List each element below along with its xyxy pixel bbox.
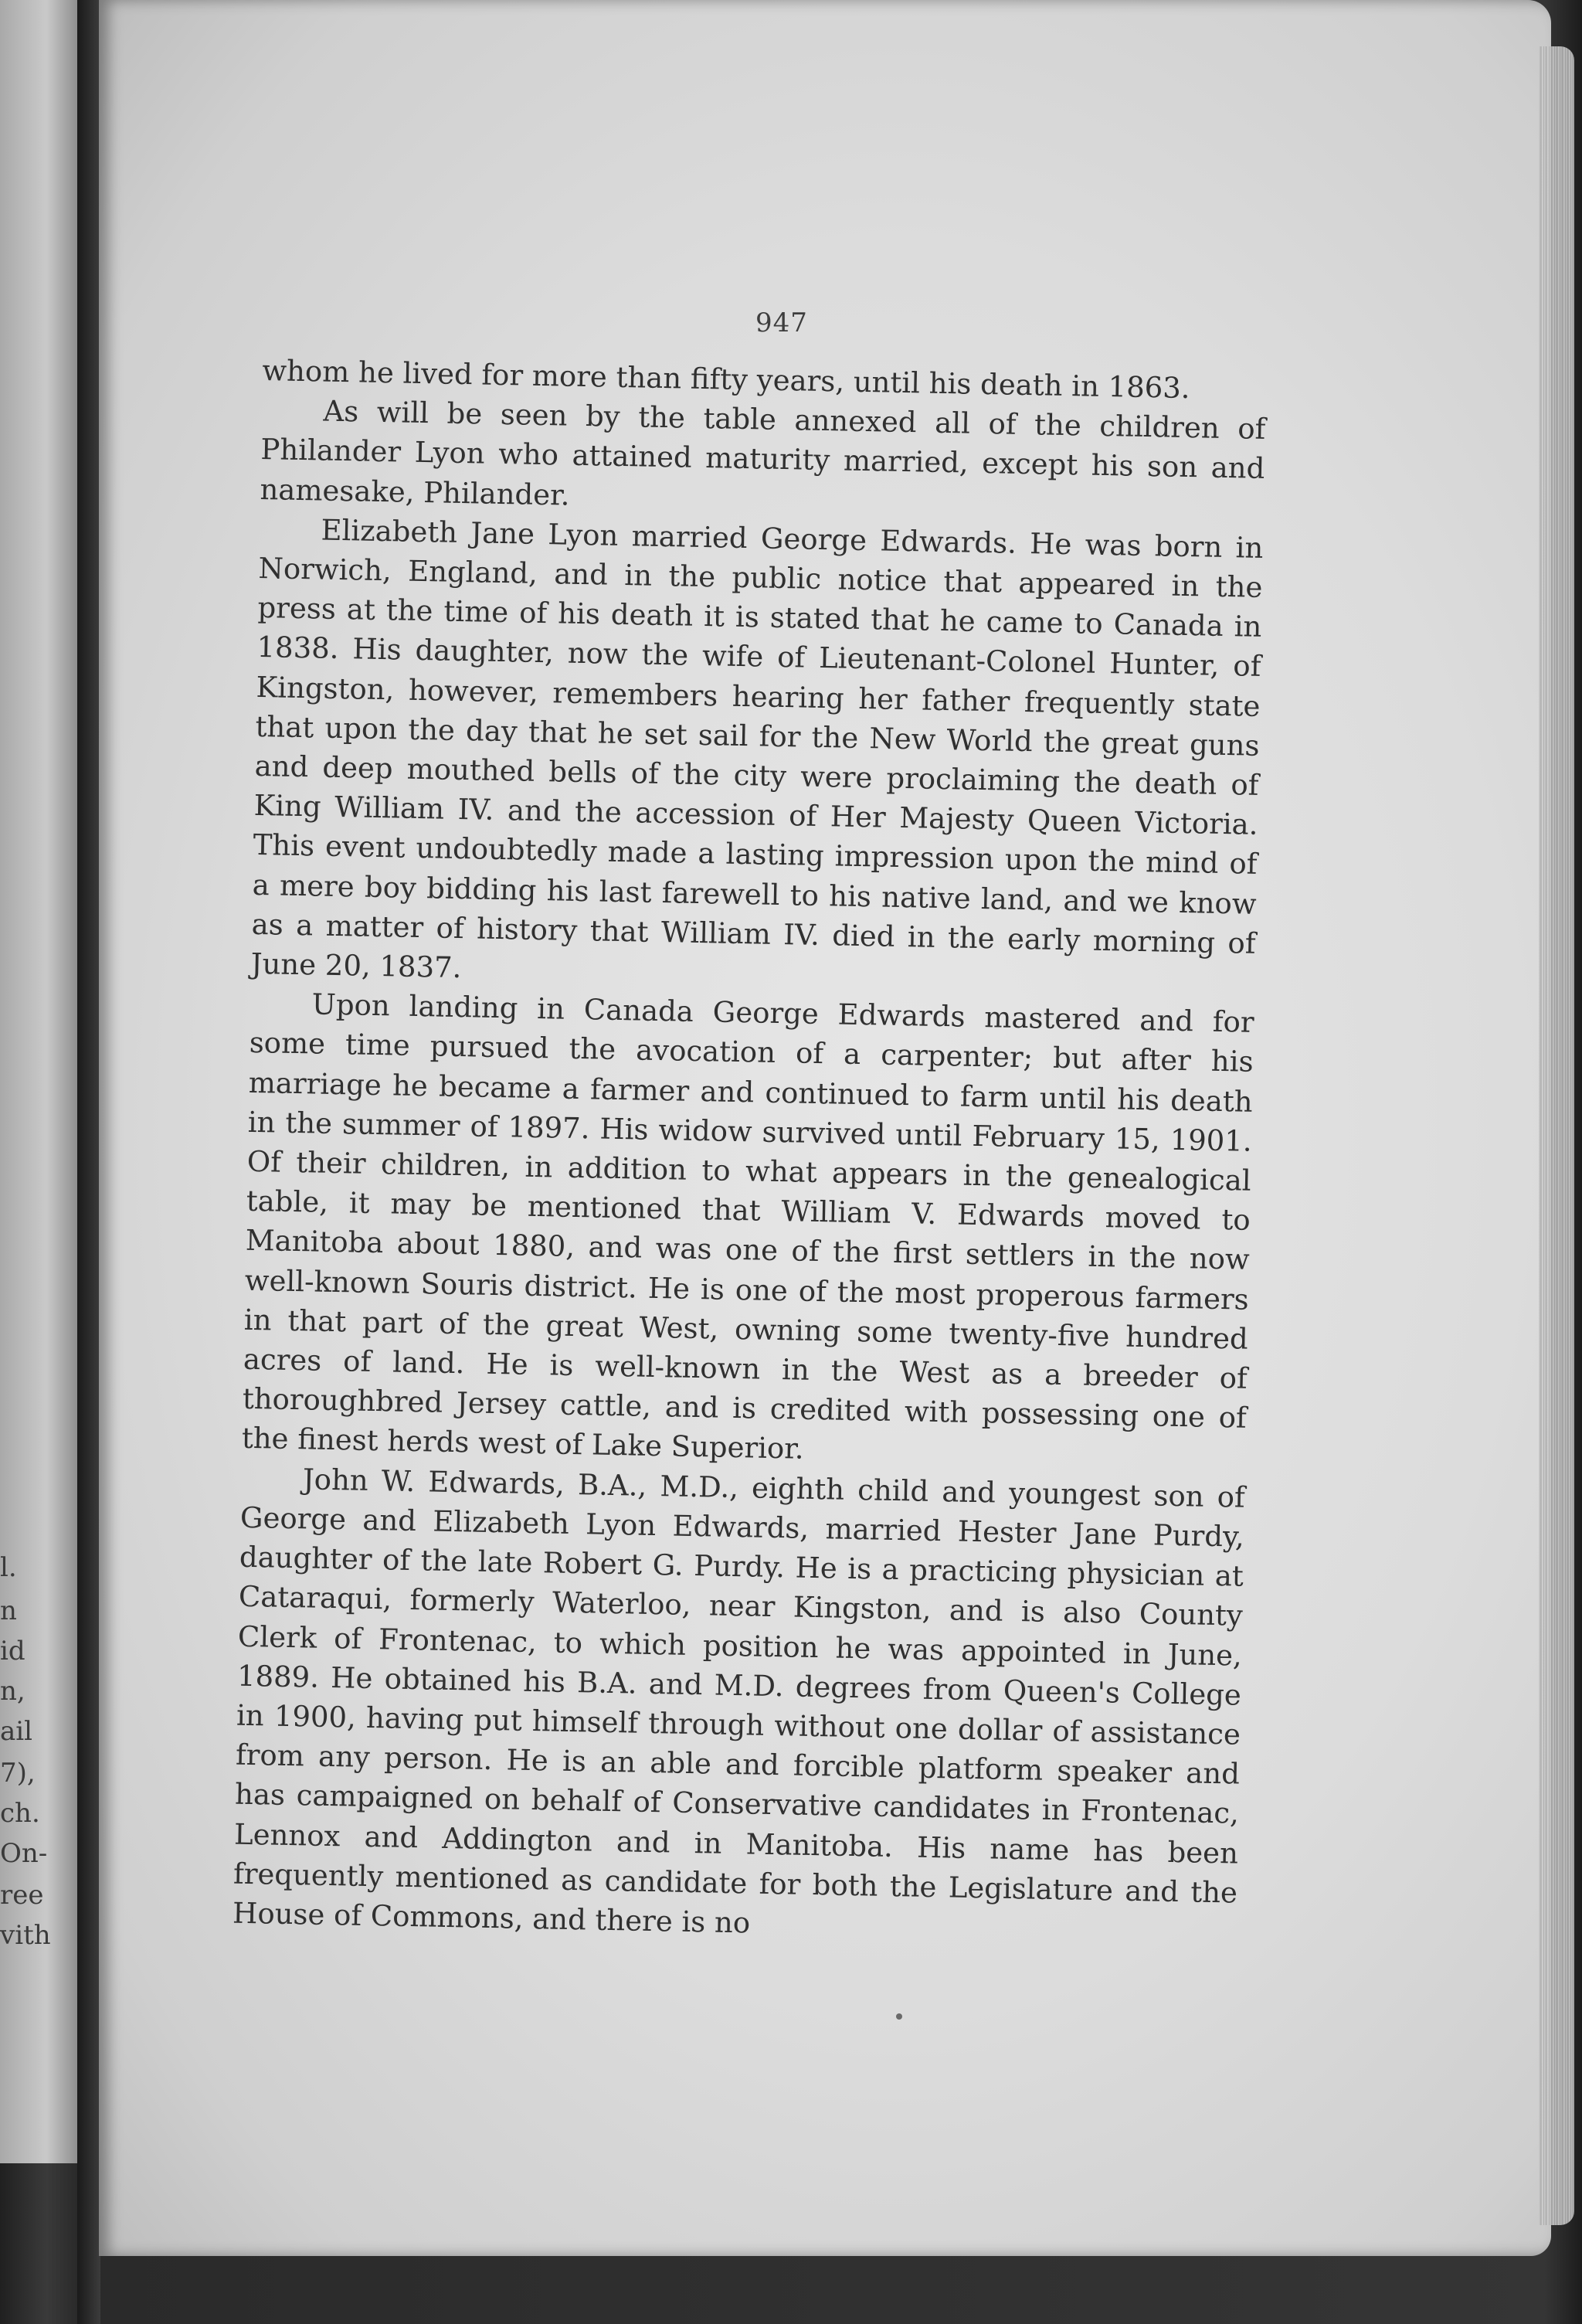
left-fragment: n bbox=[0, 1595, 17, 1626]
paragraph: Elizabeth Jane Lyon married George Edwards. He was born in Norwich, England, and in the public notice that appeared in the press at the time of his death it is stated that he came to Canada in 1838. His daughter, now the wife of Lieutenant-Colonel Hunter, of Kingston, however, remembers hearing her father frequently state that upon the day that he set sail for the New World the great guns and deep mouthed bells of the city were proclaiming the death of King William IV. and the accession of Her Majesty Queen Victoria. This event undoubtedly made a lasting impression upon the mind of a mere boy bidding his last farewell to his native land, and we know as a matter of history that William IV. died in the early morning of June 20, 1837. bbox=[250, 513, 1264, 985]
left-fragment: vith bbox=[0, 1920, 51, 1951]
paragraph: whom he lived for more than fifty years, until his death in 1863. bbox=[262, 353, 1190, 406]
page-number: 947 bbox=[755, 307, 808, 338]
left-fragment: 7), bbox=[0, 1758, 36, 1789]
book-gutter bbox=[77, 0, 100, 2324]
paragraph: As will be seen by the table annexed all of the children of Philander Lyon who attained maturity married, except his son and namesake, Philander. bbox=[260, 394, 1266, 512]
ink-speck bbox=[896, 2013, 902, 2020]
page-body bbox=[233, 351, 1267, 1952]
paragraph: Upon landing in Canada George Edwards mastered and for some time pursued the avocation of a carpenter; but after his marriage he became a farmer and continued to farm until his death in the summer of 1897. His widow survived until February 15, 1901. Of their children, in addition to what appears in the genealogical table, it may be mentioned that William V. Edwards moved to Manitoba about 1880, and was one of the first settlers in the now well-known Souris district. He is one of the most properous farmers in that part of the great West, owning some twenty-five hundred acres of land. He is well-known in the West as a breeder of thoroughbred Jersey cattle, and is credited with possessing one of the finest herds west of Lake Superior. bbox=[241, 987, 1254, 1466]
left-page-text-fragments bbox=[0, 0, 77, 2324]
left-fragment: ch. bbox=[0, 1798, 40, 1829]
left-fragment: On- bbox=[0, 1838, 48, 1869]
paragraph: John W. Edwards, B.A., M.D., eighth child and youngest son of George and Elizabeth Lyon Edwards, married Hester Jane Purdy, daughter of the late Robert G. Purdy. He is a practicing physician at Cataraqui, formerly Waterloo, near Kingston, and is also County Clerk of Frontenac, to which position he was appointed in June, 1889. He obtained his B.A. and M.D. degrees from Queen's College in 1900, having put himself through without one dollar of assistance from any person. He is an able and forcible platform speaker and has campaigned on behalf of Conservative candidates in Frontenac, Lennox and Addington and in Manitoba. His name has been frequently mentioned as candidate for both the Legislature and the House of Commons, and there is no bbox=[232, 1462, 1246, 1940]
page-block-edges bbox=[1539, 46, 1574, 2225]
left-fragment: n, bbox=[0, 1676, 25, 1707]
left-fragment: l. bbox=[0, 1552, 17, 1583]
left-fragment: ail bbox=[0, 1716, 33, 1747]
left-fragment: id bbox=[0, 1636, 25, 1667]
left-fragment: ree bbox=[0, 1880, 44, 1911]
